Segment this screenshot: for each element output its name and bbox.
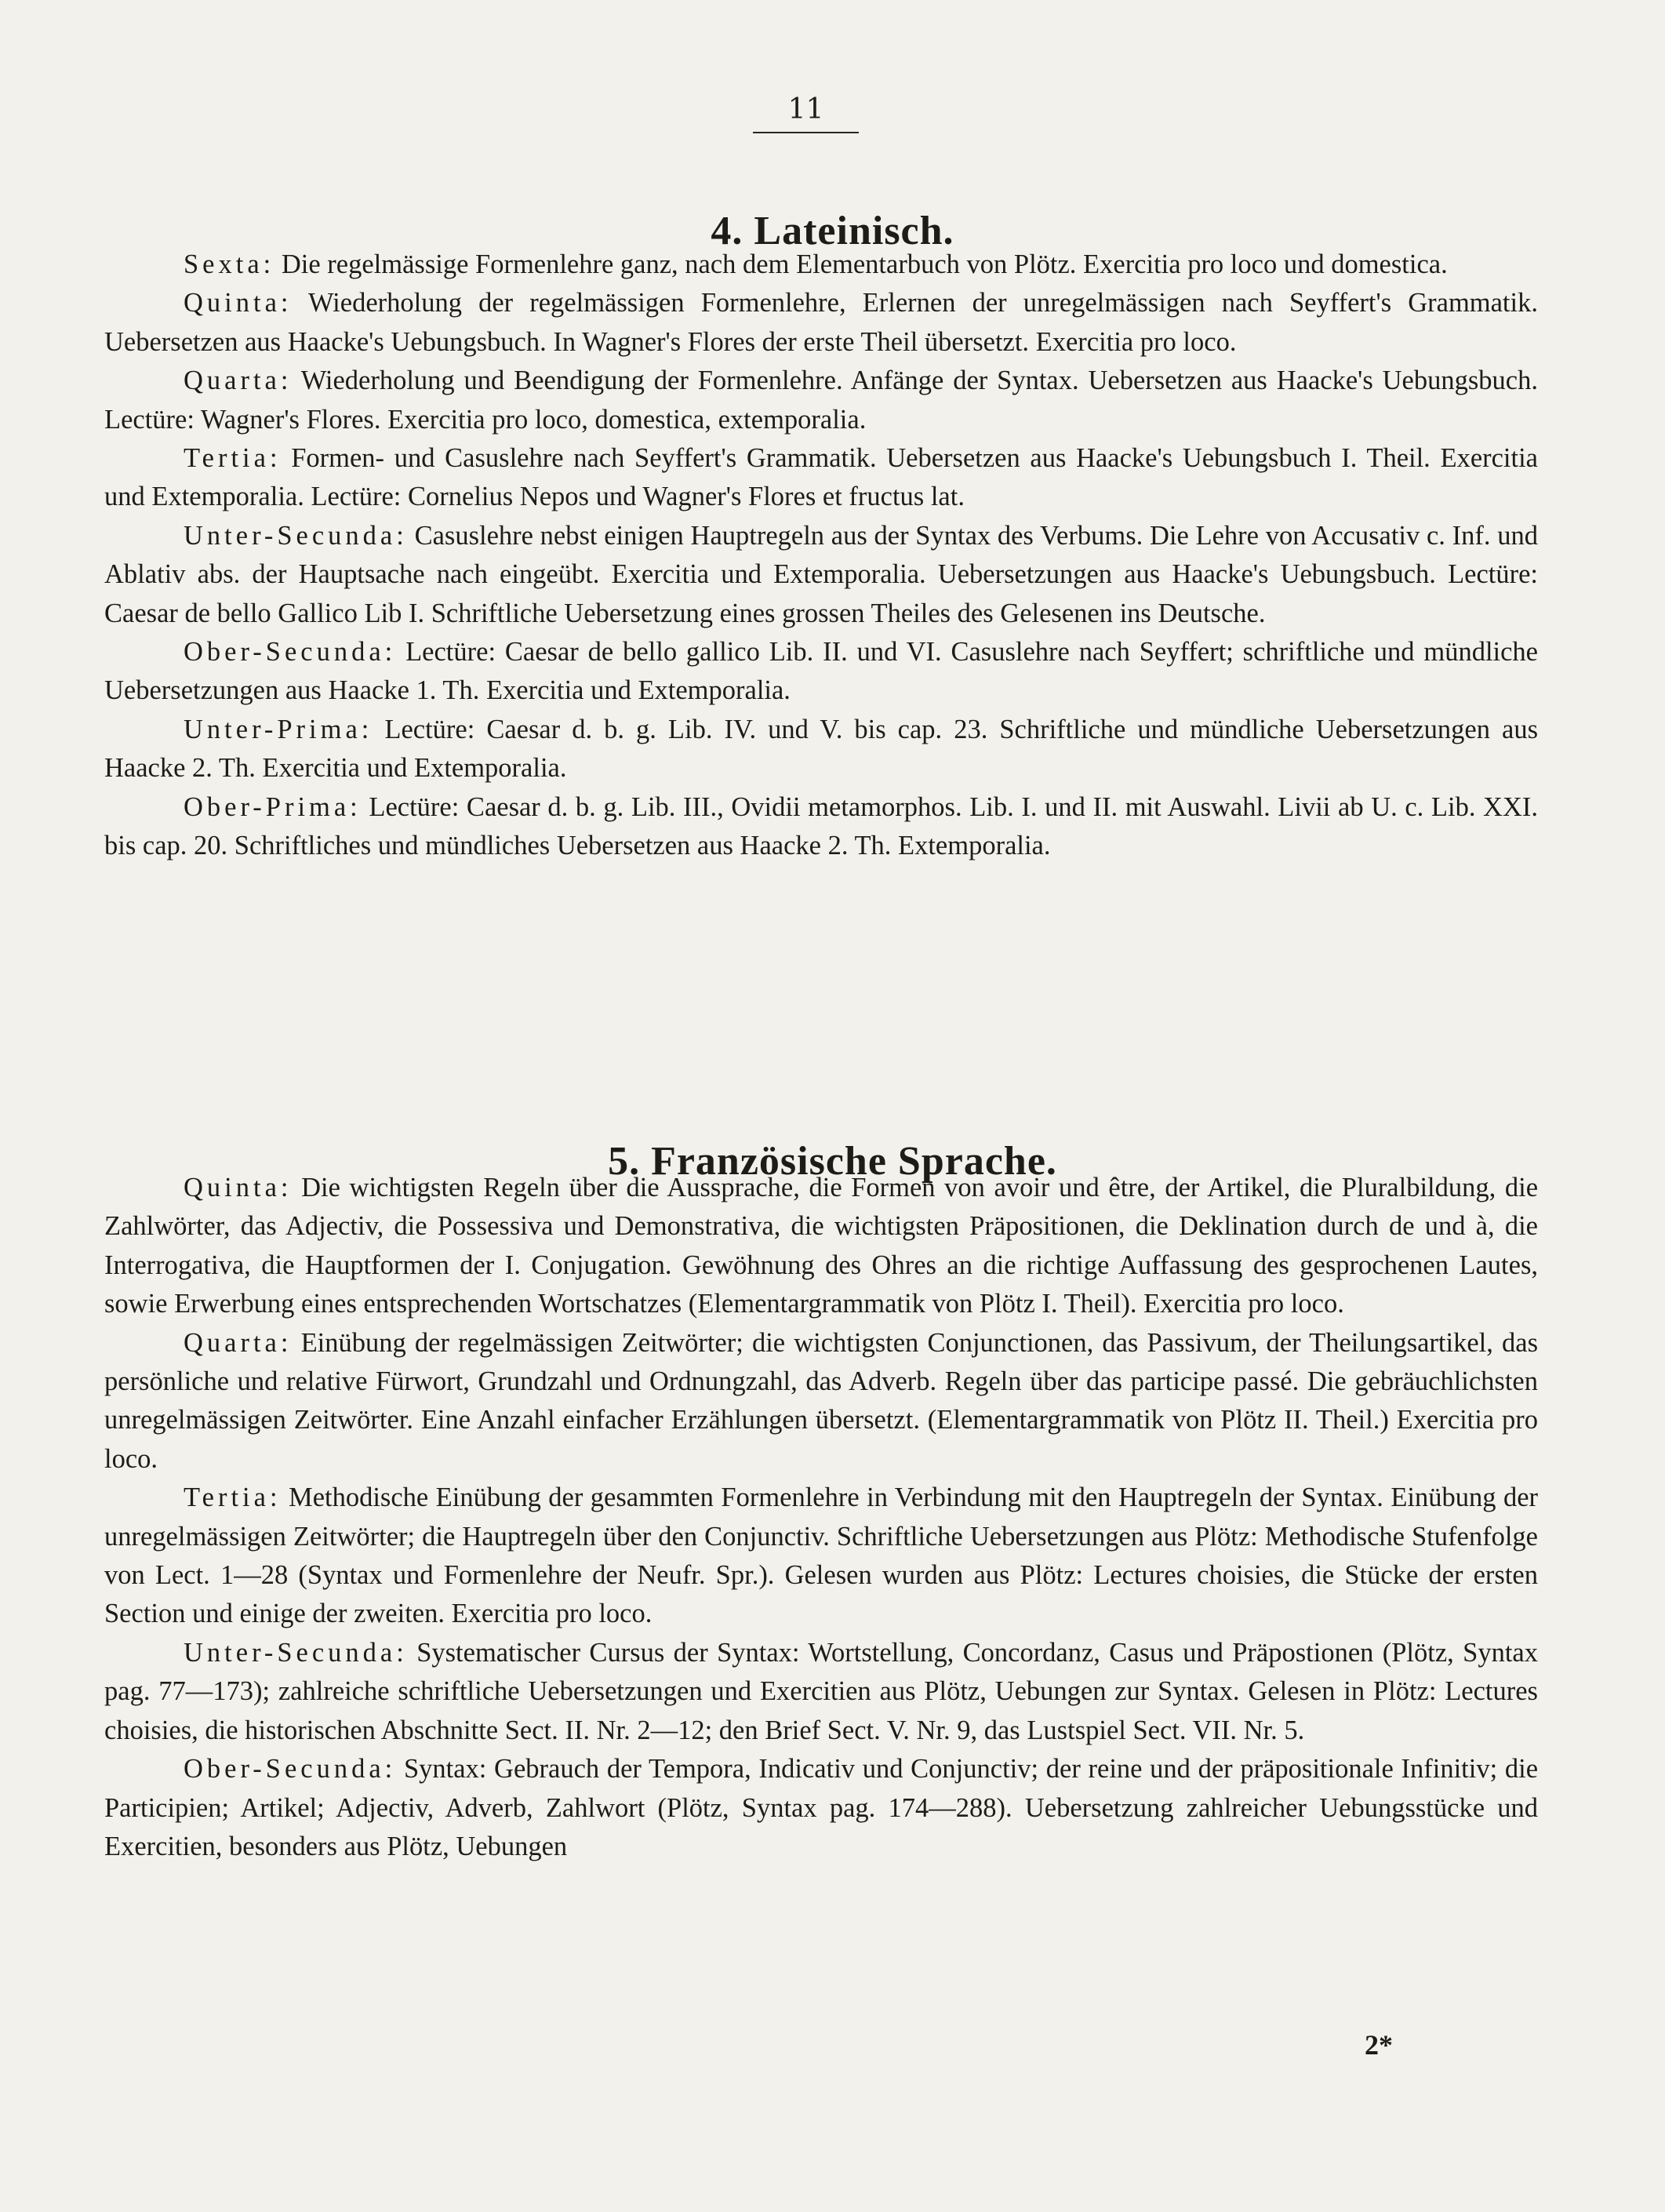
paragraph-quarta	[104, 362, 1538, 439]
paragraph-quinta	[104, 1169, 1538, 1324]
class-label: Quarta:	[184, 1327, 293, 1358]
section-body-french	[104, 1169, 1538, 1866]
paragraph-sexta	[104, 246, 1538, 284]
paragraph-text: Casuslehre nebst einigen Hauptregeln aus der Syntax des Verbums. Die Lehre von Accusativ c. Inf. und Ablativ abs. der Hauptsache nach eingeübt. Exercitia und Extemporalia. Uebersetzungen aus Haacke's Uebungsbuch. Lectüre: Caesar de bello Gallico Lib I. Schriftliche Uebersetzung eines grossen Theiles des Gelesenen ins Deutsche.	[104, 520, 1539, 628]
paragraph-text: Syntax: Gebrauch der Tempora, Indicativ und Conjunctiv; der reine und der präpositionale Infinitiv; die Participien; Artikel; Adjectiv, Adverb, Zahlwort (Plötz, Syntax pag. 174—288). Uebersetzung zahlreicher Uebungsstücke und Exercitien, besonders aus Plötz, Uebungen	[104, 1754, 1539, 1861]
paragraph-quinta	[104, 284, 1538, 362]
paragraph-ober-secunda	[104, 633, 1538, 711]
paragraph-text: Die regelmässige Formenlehre ganz, nach dem Elementarbuch von Plötz. Exercitia pro loco und domestica.	[281, 249, 1448, 279]
class-label: Quinta:	[184, 288, 293, 318]
paragraph-unter-secunda	[104, 517, 1538, 633]
class-label: Ober-Secunda:	[184, 1754, 397, 1785]
class-label: Quarta:	[184, 366, 293, 396]
paragraph-tertia	[104, 1479, 1538, 1634]
paragraph-text: Systematischer Cursus der Syntax: Wortstellung, Concordanz, Casus und Präpostionen (Plötz, Syntax pag. 77—173); zahlreiche schriftliche Uebersetzungen und Exercitien aus Plötz, Uebungen zur Syntax. Gelesen in Plötz: Lectures choisies, die historischen Abschnitte Sect. II. Nr. 2—12; den Brief Sect. V. Nr. 9, das Lustspiel Sect. VII. Nr. 5.	[104, 1637, 1538, 1745]
paragraph-text: Formen- und Casuslehre nach Seyffert's Grammatik. Uebersetzen aus Haacke's Uebungsbuch I. Theil. Exercitia und Extemporalia. Lectüre: Cornelius Nepos und Wagner's Flores et fructus lat.	[104, 443, 1538, 512]
class-label: Ober-Prima:	[184, 791, 362, 822]
section-heading-french: 5. Französische Sprache.	[608, 1139, 1057, 1184]
class-label: Tertia:	[184, 1483, 282, 1513]
paragraph-tertia	[104, 439, 1538, 517]
paragraph-ober-secunda	[104, 1750, 1538, 1866]
paragraph-quarta	[104, 1324, 1538, 1479]
signature-mark: 2*	[1365, 2029, 1393, 2061]
paragraph-text: Lectüre: Caesar de bello gallico Lib. II. und VI. Casuslehre nach Seyffert; schriftliche und mündliche Uebersetzungen aus Haacke 1. Th. Exercitia und Extemporalia.	[104, 637, 1538, 706]
paragraph-text: Methodische Einübung der gesammten Formenlehre in Verbindung mit den Hauptregeln der Syntax. Einübung der unregelmässigen Zeitwörter; die Hauptregeln über den Conjunctiv. Schriftliche Uebersetzungen aus Plötz: Methodische Stufenfolge von Lect. 1—28 (Syntax und Formenlehre der Neufr. Spr.). Gelesen wurden aus Plötz: Lectures choisies, die Stücke der ersten Section und einige der zweiten. Exercitia pro loco.	[104, 1483, 1539, 1629]
paragraph-unter-secunda	[104, 1634, 1538, 1750]
class-label: Ober-Secunda:	[184, 637, 397, 668]
section-body-latin	[104, 246, 1538, 866]
paragraph-ober-prima	[104, 788, 1538, 866]
class-label: Unter-Secunda:	[184, 1637, 408, 1668]
paragraph-text: Lectüre: Caesar d. b. g. Lib. III., Ovidii metamorphos. Lib. I. und II. mit Auswahl. Livii ab U. c. Lib. XXI. bis cap. 20. Schriftliches und mündliches Uebersetzen aus Haacke 2. Th. Extemporalia.	[104, 791, 1539, 861]
class-label: Sexta:	[184, 249, 275, 279]
paragraph-text: Wiederholung der regelmässigen Formenlehre, Erlernen der unregelmässigen nach Seyffert's Grammatik. Uebersetzen aus Haacke's Uebungsbuch. In Wagner's Flores der erste Theil übersetzt. Exercitia pro loco.	[104, 288, 1538, 357]
paragraph-text: Einübung der regelmässigen Zeitwörter; die wichtigsten Conjunctionen, das Passivum, der Theilungsartikel, das persönliche und relative Fürwort, Grundzahl und Ordnungzahl, das Adverb. Regeln über das participe passé. Die gebräuchlichsten unregelmässigen Zeitwörter. Eine Anzahl einfacher Erzählungen übersetzt. (Elementargrammatik von Plötz II. Theil.) Exercitia pro loco.	[104, 1327, 1539, 1474]
page-number: 11	[753, 93, 859, 133]
class-label: Quinta:	[184, 1173, 293, 1202]
class-label: Unter-Secunda:	[184, 520, 408, 551]
class-label: Tertia:	[184, 443, 282, 474]
paragraph-unter-prima	[104, 711, 1538, 788]
paragraph-text: Lectüre: Caesar d. b. g. Lib. IV. und V. bis cap. 23. Schriftliche und mündliche Uebersetzungen aus Haacke 2. Th. Exercitia und Extemporalia.	[104, 714, 1538, 784]
paragraph-text: Wiederholung und Beendigung der Formenlehre. Anfänge der Syntax. Uebersetzen aus Haacke's Uebungsbuch. Lectüre: Wagner's Flores. Exercitia pro loco, domestica, extemporalia.	[104, 366, 1538, 435]
paragraph-text: Die wichtigsten Regeln über die Aussprache, die Formen von avoir und être, der Artikel, die Pluralbildung, die Zahlwörter, das Adjectiv, die Possessiva und Demonstrativa, die wichtigsten Präpositionen, die Deklination durch de und à, die Interrogativa, die Hauptformen der I. Conjugation. Gewöhnung des Ohres an die richtige Auffassung des gesprochenen Lautes, sowie Erwerbung eines entsprechenden Wortschatzes (Elementargrammatik von Plötz I. Theil). Exercitia pro loco.	[104, 1173, 1539, 1319]
section-heading-latin: 4. Lateinisch.	[711, 209, 954, 254]
class-label: Unter-Prima:	[184, 714, 373, 744]
